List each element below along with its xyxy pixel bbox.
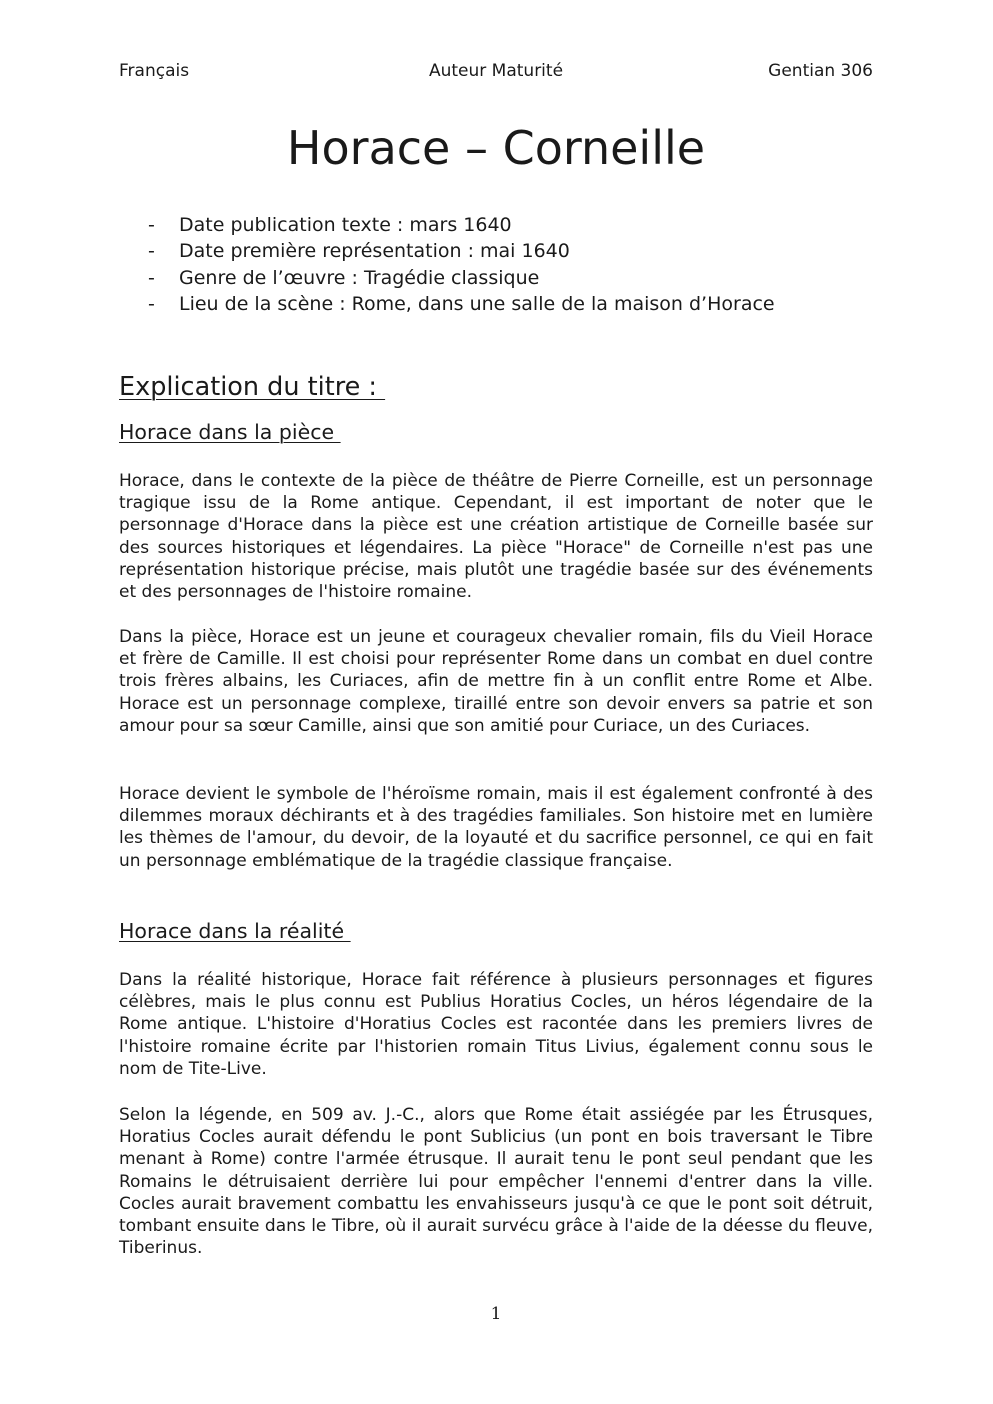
header-course: Auteur Maturité	[428, 61, 564, 81]
subsection-heading-piece: Horace dans la pièce	[119, 420, 341, 444]
paragraph: Dans la réalité historique, Horace fait référence à plusieurs personnages et figures célèbres, mais le plus connu est Publius Horatius Cocles, un héros légendaire de la Rome antique. L'histoire d'Horatius Cocles est racontée dans les premiers livres de l'histoire romaine écrite par l'historien romain Titus Livius, également connu sous le nom de Tite-Live.	[119, 970, 873, 1079]
section-heading: Explication du titre :	[119, 372, 386, 402]
list-marker: -	[148, 214, 155, 236]
list-item-text: Date première représentation : mai 1640	[179, 240, 570, 263]
list-marker: -	[148, 266, 155, 289]
list-item	[119, 212, 775, 238]
header-subject: Français	[119, 61, 190, 81]
header-author: Gentian 306	[768, 61, 873, 81]
document-page	[119, 0, 873, 1404]
document-title: Horace – Corneille	[286, 121, 706, 175]
paragraph: Selon la légende, en 509 av. J.-C., alors que Rome était assiégée par les Étrusques, Horatius Cocles aurait défendu le pont Sublicius (un pont en bois traversant le Tibre menant à Rome) contre l'armée étrusque. Il aurait tenu le pont seul pendant que les Romains le détruisaient derrière lui pour empêcher l'ennemi d'entrer dans la ville. Cocles aurait bravement combattu les envahisseurs jusqu'à ce que le pont soit détruit, tombant ensuite dans le Tibre, où il aurait survécu grâce à l'aide de la déesse du fleuve, Tiberinus.	[119, 1105, 873, 1259]
paragraph: Dans la pièce, Horace est un jeune et courageux chevalier romain, fils du Vieil Horace et frère de Camille. Il est choisi pour représenter Rome dans un combat en duel contre trois frères albains, les Curiaces, afin de mettre fin à un conflit entre Rome et Albe. Horace est un personnage complexe, tiraillé entre son devoir envers sa patrie et son amour pour sa sœur Camille, ainsi que son amitié pour Curiace, un des Curiaces.	[119, 627, 873, 736]
metadata-list	[119, 212, 775, 317]
subsection-heading-realite: Horace dans la réalité	[119, 919, 351, 943]
list-item-text: Date publication texte : mars 1640	[179, 214, 512, 236]
list-marker: -	[148, 292, 155, 315]
paragraph: Horace, dans le contexte de la pièce de théâtre de Pierre Corneille, est un personnage tragique issu de la Rome antique. Cependant, il est important de noter que le personnage d'Horace dans la pièce est une création artistique de Corneille basée sur des sources historiques et légendaires. La pièce "Horace" de Corneille n'est pas une représentation historique précise, mais plutôt une tragédie basée sur des événements et des personnages de l'histoire romaine.	[119, 471, 873, 603]
list-item	[119, 291, 775, 317]
paragraph: Horace devient le symbole de l'héroïsme romain, mais il est également confronté à des dilemmes moraux déchirants et à des tragédies familiales. Son histoire met en lumière les thèmes de l'amour, du devoir, de la loyauté et du sacrifice personnel, ce qui en fait un personnage emblématique de la tragédie classique française.	[119, 784, 873, 871]
list-marker: -	[148, 240, 155, 263]
list-item	[119, 265, 775, 291]
page-number: 1	[490, 1304, 502, 1324]
list-item-text: Lieu de la scène : Rome, dans une salle de la maison d’Horace	[179, 292, 775, 315]
list-item-text: Genre de l’œuvre : Tragédie classique	[179, 266, 540, 289]
page-header	[119, 59, 873, 83]
list-item	[119, 238, 775, 264]
